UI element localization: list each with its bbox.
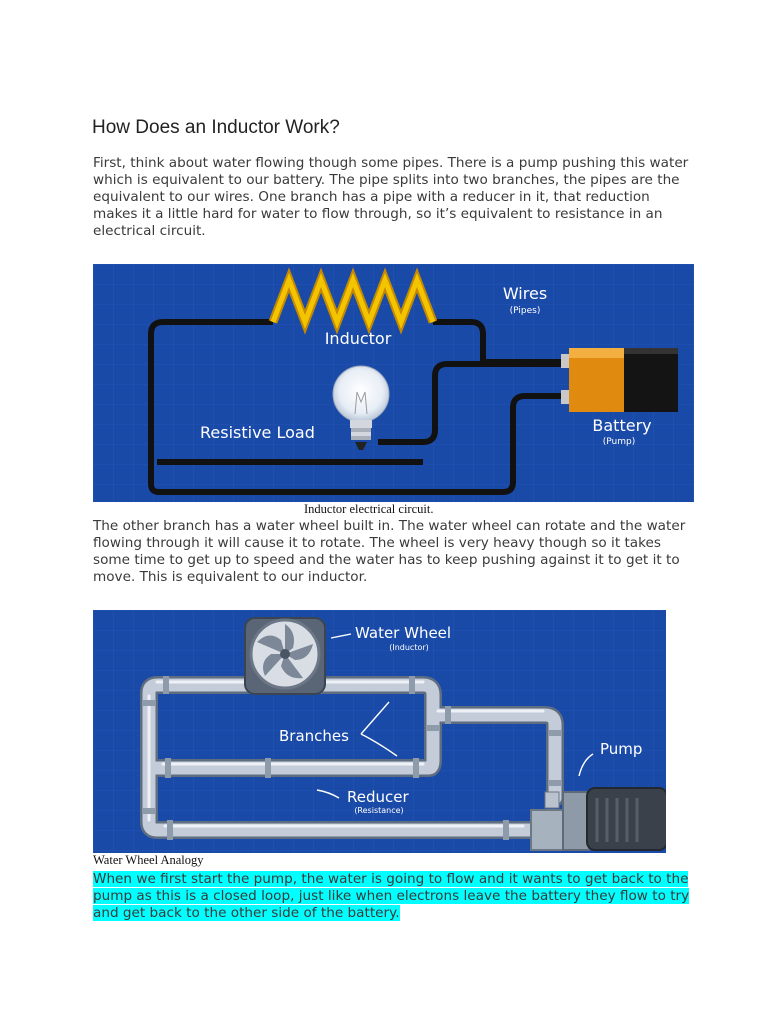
- inductor-circuit-diagram: [93, 264, 694, 502]
- battery-label: Battery: [592, 416, 652, 435]
- paragraph-pump-analogy: First, think about water flowing though some pipes. There is a pump pushing this water which is equivalent to our battery. The pipe splits into two branches, the pipes are the equivalent to our wires. One branch has a pipe with a reducer in it, that reduction makes it a little hard for water to flow through, so it’s equivalent to resistance in an electrical circuit.: [93, 155, 689, 239]
- pump-icon: [531, 788, 666, 850]
- reducer-label: Reducer: [347, 788, 409, 806]
- water-wheel-diagram: [93, 610, 666, 853]
- paragraph-closed-loop: [93, 871, 693, 922]
- page-title: How Does an Inductor Work?: [92, 117, 340, 138]
- battery-sublabel: (Pump): [602, 437, 636, 447]
- inductor-circuit-figure: [93, 264, 694, 502]
- resistive-load-label: Resistive Load: [200, 423, 315, 442]
- figure-caption: Water Wheel Analogy: [93, 853, 204, 867]
- branches-label: Branches: [279, 727, 349, 745]
- figure-caption: Inductor electrical circuit.: [304, 502, 434, 516]
- wires-label: Wires: [502, 284, 548, 303]
- highlighted-text: When we first start the pump, the water is going to flow and it wants to get back to the pump as this is a closed loop, just like when electrons leave the battery they flow to try and get back to the other side of the battery.: [93, 871, 690, 921]
- wires-sublabel: (Pipes): [509, 306, 541, 316]
- inductor-label: Inductor: [324, 329, 392, 348]
- water-wheel-label: Water Wheel: [355, 624, 452, 642]
- reducer-sublabel: (Resistance): [354, 806, 404, 815]
- battery-icon: [561, 348, 678, 412]
- water-wheel-sublabel: (Inductor): [389, 643, 429, 652]
- pump-label: Pump: [600, 740, 643, 758]
- paragraph-water-wheel: The other branch has a water wheel built in. The water wheel can rotate and the water flowing through it will cause it to rotate. The wheel is very heavy though so it takes some time to get up to speed and the water has to keep pushing against it to get it to move. This is equivalent to our inductor.: [93, 518, 686, 585]
- water-wheel-figure: [93, 610, 666, 853]
- water-wheel-icon: [245, 618, 325, 694]
